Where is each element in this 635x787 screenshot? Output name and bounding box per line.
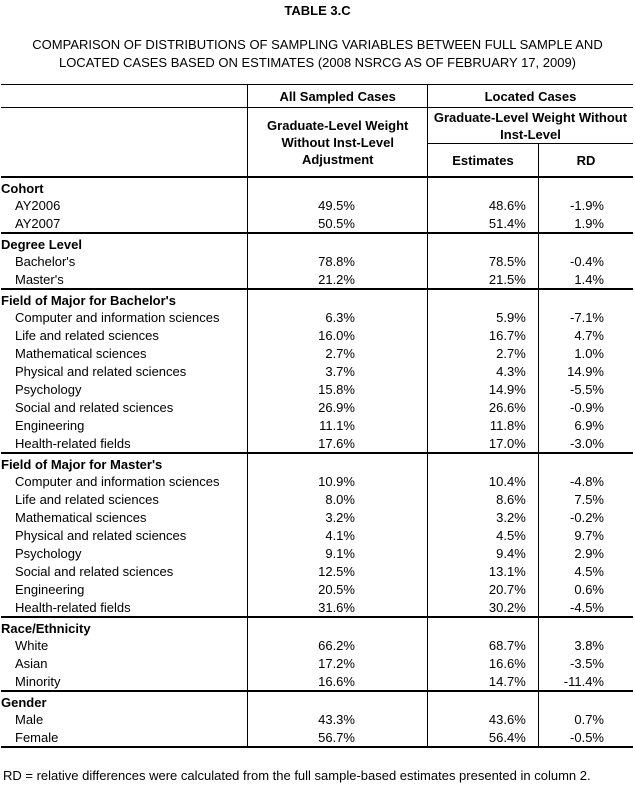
table-row [1,562,633,580]
row-label: Male [1,710,248,728]
rd-value: 0.6% [574,581,604,597]
section-empty-cell [248,177,428,196]
rd-value: -3.0% [570,435,604,451]
section-title: Field of Major for Master's [1,453,248,472]
row-label: Minority [1,672,248,691]
table-row [1,434,633,453]
table-header [1,85,633,178]
all-sampled-value: 16.6% [248,672,428,691]
table-row [1,308,633,326]
row-label: White [1,636,248,654]
table-row [1,544,633,562]
section-title: Race/Ethnicity [1,617,248,636]
row-label: Social and related sciences [1,398,248,416]
table-row [1,214,633,233]
estimate-value: 26.6% [427,398,538,416]
estimate-value: 56.4% [427,728,538,747]
estimate-value: 13.1% [427,562,538,580]
footnote: RD = relative differences were calculated from the full sample-based estimates presented in column 2. [3,768,591,783]
rd-value: 14.9% [567,363,604,379]
section-empty-cell [427,691,538,710]
row-label: Asian [1,654,248,672]
row-label: Physical and related sciences [1,526,248,544]
estimate-value: 10.4% [427,472,538,490]
table-row [1,728,633,747]
estimate-value: 4.5% [427,526,538,544]
section-empty-cell [427,233,538,252]
all-sampled-value: 6.3% [248,308,428,326]
header-located-sub [427,108,633,178]
estimate-value: 11.8% [427,416,538,434]
row-label: AY2006 [1,196,248,214]
section-empty-cell [538,177,633,196]
section-empty-cell [427,453,538,472]
section-header-row [1,617,633,636]
rd-value: -1.9% [570,197,604,213]
section-empty-cell [248,691,428,710]
all-sampled-value: 78.8% [248,252,428,270]
rd-value: 1.4% [574,271,604,287]
all-sampled-value: 56.7% [248,728,428,747]
estimate-value: 48.6% [427,196,538,214]
section-header-row [1,453,633,472]
estimate-value: 30.2% [427,598,538,617]
section-title: Gender [1,691,248,710]
all-sampled-value: 17.2% [248,654,428,672]
section-empty-cell [538,691,633,710]
table-row [1,196,633,214]
rd-value: -11.4% [563,673,604,689]
section-empty-cell [538,233,633,252]
section-empty-cell [248,233,428,252]
section-empty-cell [538,453,633,472]
table-row [1,326,633,344]
section-empty-cell [427,289,538,308]
all-sampled-value: 11.1% [248,416,428,434]
table-row [1,672,633,691]
rd-value: -7.1% [570,309,604,325]
header-grad-weight-adj-text: Graduate-Level Weight Without Inst-Level Adjustment [267,117,409,167]
estimate-value: 5.9% [427,308,538,326]
all-sampled-value: 8.0% [248,490,428,508]
all-sampled-value: 10.9% [248,472,428,490]
header-rd: RD [576,152,596,168]
section-empty-cell [248,289,428,308]
row-label: Mathematical sciences [1,344,248,362]
estimate-value: 16.6% [427,654,538,672]
all-sampled-value: 3.7% [248,362,428,380]
row-label: Computer and information sciences [1,472,248,490]
row-label: Master's [1,270,248,289]
section-header-row [1,177,633,196]
table-row [1,490,633,508]
section-header-row [1,691,633,710]
all-sampled-value: 20.5% [248,580,428,598]
rd-value: 4.7% [574,327,604,343]
rd-value: -0.2% [570,509,604,525]
section-title: Degree Level [1,233,248,252]
section-empty-cell [538,617,633,636]
section-empty-cell [248,617,428,636]
all-sampled-value: 2.7% [248,344,428,362]
row-label: Psychology [1,380,248,398]
table-body [1,177,633,747]
header-blank-cell-2 [1,108,248,178]
all-sampled-value: 49.5% [248,196,428,214]
header-estimates: Estimates [428,144,539,176]
estimate-value: 9.4% [427,544,538,562]
section-empty-cell [248,453,428,472]
rd-value: -0.5% [538,728,633,747]
table-subtitle [10,36,625,72]
comparison-table [1,84,633,748]
row-label: Computer and information sciences [1,308,248,326]
table-row [1,344,633,362]
table-row [1,636,633,654]
rd-value: 6.9% [574,417,604,433]
section-empty-cell [427,617,538,636]
table-row [1,654,633,672]
estimate-value: 14.7% [427,672,538,691]
table-row [1,508,633,526]
estimate-value: 68.7% [427,636,538,654]
estimate-value: 14.9% [427,380,538,398]
row-label: Social and related sciences [1,562,248,580]
rd-value: 7.5% [574,491,604,507]
rd-value: 1.0% [574,345,604,361]
rd-value: 0.7% [574,711,604,727]
rd-value: -5.5% [570,381,604,397]
row-label: Engineering [1,580,248,598]
table-row [1,526,633,544]
section-empty-cell [538,289,633,308]
estimate-value: 4.3% [427,362,538,380]
table-row [1,416,633,434]
estimate-value: 17.0% [427,434,538,453]
estimate-value: 3.2% [427,508,538,526]
rd-value: 4.5% [574,563,604,579]
estimate-value: 21.5% [427,270,538,289]
row-label: Health-related fields [1,598,248,617]
estimate-value: 20.7% [427,580,538,598]
all-sampled-value: 3.2% [248,508,428,526]
table-row [1,580,633,598]
row-label: Psychology [1,544,248,562]
rd-value: -4.5% [570,599,604,615]
table-row [1,598,633,617]
rd-value: -0.9% [570,399,604,415]
all-sampled-value: 66.2% [248,636,428,654]
all-sampled-value: 12.5% [248,562,428,580]
all-sampled-value: 21.2% [248,270,428,289]
all-sampled-value: 15.8% [248,380,428,398]
header-grad-weight-adj [248,108,428,178]
row-label: Physical and related sciences [1,362,248,380]
estimate-value: 16.7% [427,326,538,344]
table-row [1,270,633,289]
row-label: Female [1,728,248,747]
rd-value: 2.9% [574,545,604,561]
subtitle-line-2: LOCATED CASES BASED ON ESTIMATES (2008 NSRCG AS OF FEBRUARY 17, 2009) [58,55,577,70]
table-row [1,252,633,270]
header-all-sampled: All Sampled Cases [248,85,428,108]
all-sampled-value: 9.1% [248,544,428,562]
all-sampled-value: 43.3% [248,710,428,728]
all-sampled-value: 16.0% [248,326,428,344]
all-sampled-value: 50.5% [248,214,428,233]
header-blank-cell [1,85,248,108]
rd-value: -3.5% [570,655,604,671]
rd-value: 3.8% [574,637,604,653]
row-label: AY2007 [1,214,248,233]
estimate-value: 51.4% [427,214,538,233]
estimate-value: 8.6% [427,490,538,508]
rd-value: 9.7% [574,527,604,543]
estimate-value: 2.7% [427,344,538,362]
table-row [1,362,633,380]
rd-value: 1.9% [574,215,604,231]
row-label: Mathematical sciences [1,508,248,526]
header-located: Located Cases [427,85,633,108]
estimate-value: 78.5% [427,252,538,270]
estimate-value: 43.6% [427,710,538,728]
rd-value: -0.4% [570,253,604,269]
row-label: Bachelor's [1,252,248,270]
all-sampled-value: 26.9% [248,398,428,416]
table-row [1,380,633,398]
section-empty-cell [427,177,538,196]
table-row [1,398,633,416]
subtitle-line-1: COMPARISON OF DISTRIBUTIONS OF SAMPLING VARIABLES BETWEEN FULL SAMPLE AND [32,37,603,52]
section-title: Field of Major for Bachelor's [1,289,248,308]
table-title: TABLE 3.C [284,3,351,18]
table-row [1,710,633,728]
row-label: Health-related fields [1,434,248,453]
section-header-row [1,233,633,252]
section-title: Cohort [1,177,248,196]
rd-value: -4.8% [570,473,604,489]
section-header-row [1,289,633,308]
all-sampled-value: 31.6% [248,598,428,617]
header-grad-weight: Graduate-Level Weight Without Inst-Level [428,108,633,144]
row-label: Engineering [1,416,248,434]
all-sampled-value: 17.6% [248,434,428,453]
all-sampled-value: 4.1% [248,526,428,544]
row-label: Life and related sciences [1,490,248,508]
row-label: Life and related sciences [1,326,248,344]
table-row [1,472,633,490]
